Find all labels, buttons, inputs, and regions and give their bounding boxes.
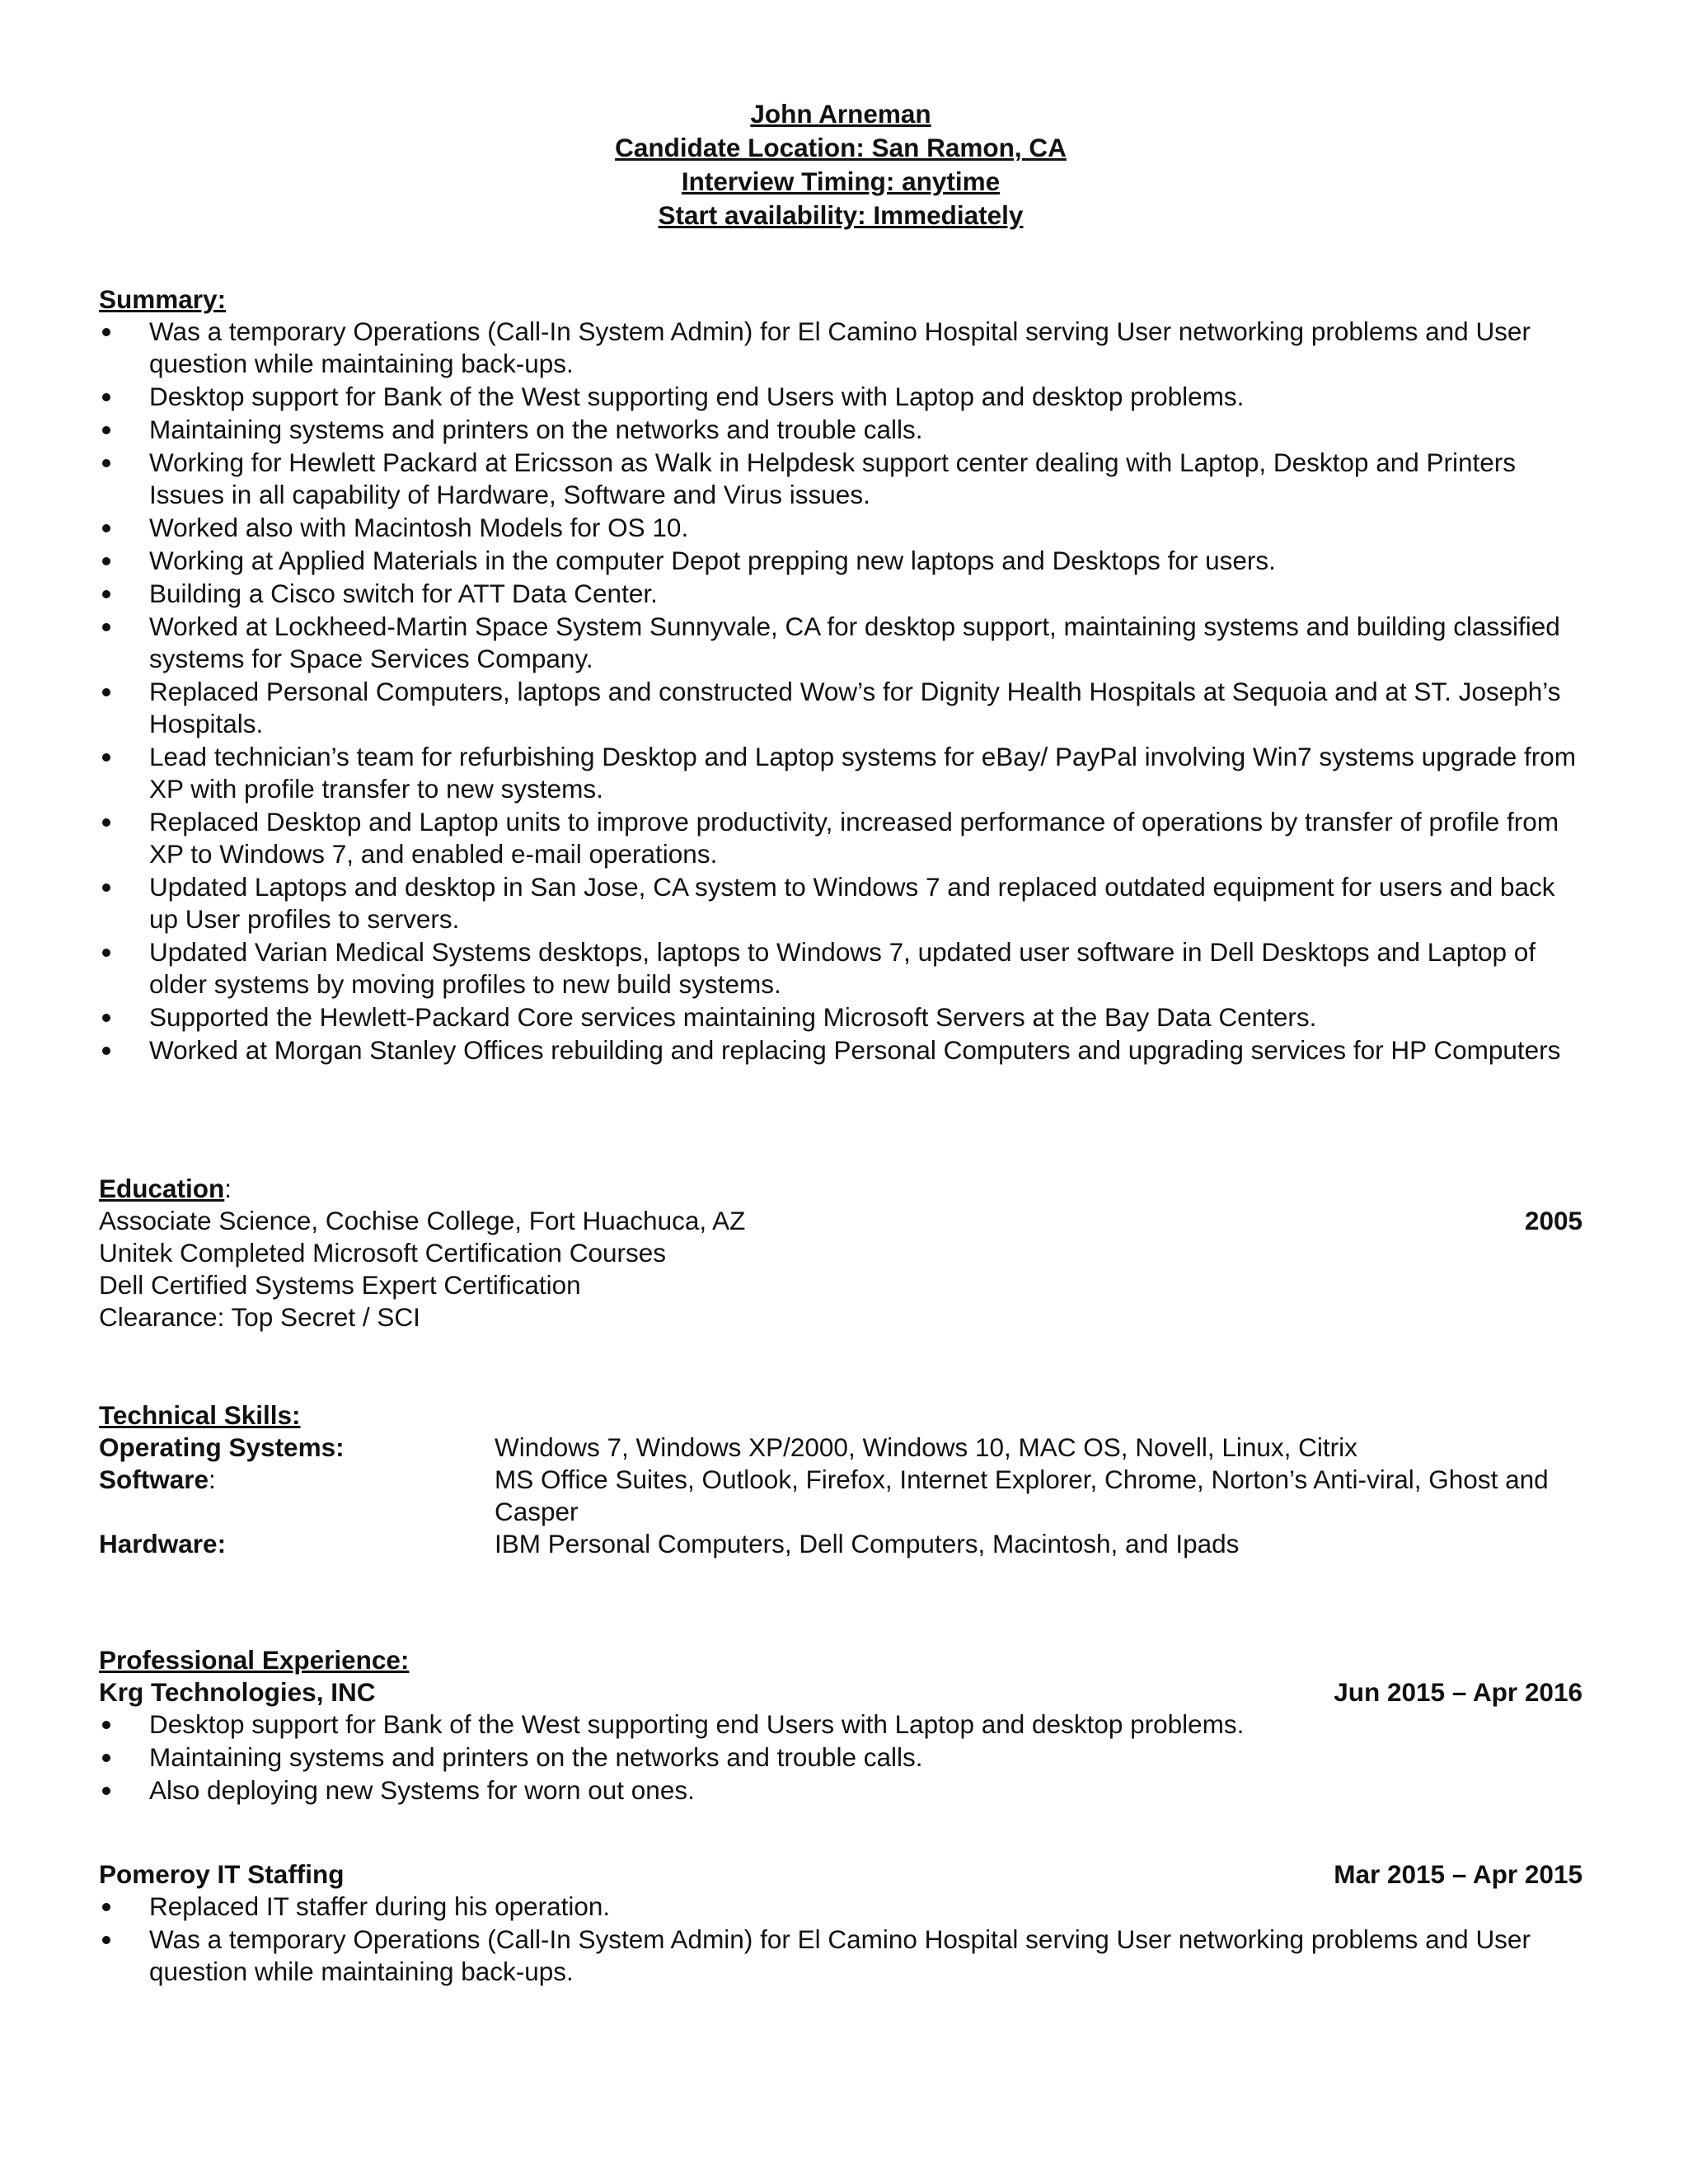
experience-section: [99, 1644, 1582, 1988]
list-item: Replaced Desktop and Laptop units to improve productivity, increased performance of operations by transfer of profile from XP to Windows 7, and enabled e-mail operations.: [99, 806, 1582, 870]
bullet-icon: [102, 328, 110, 336]
resume-page: [99, 97, 1582, 1989]
education-section: [99, 1173, 1582, 1333]
interview-timing: Interview Timing: anytime: [681, 166, 1001, 196]
summary-section: [99, 284, 1582, 1066]
job-company: Krg Technologies, INC: [99, 1677, 376, 1707]
list-item: Was a temporary Operations (Call-In System Admin) for El Camino Hospital serving User networking problems and User question while maintaining back-ups.: [99, 316, 1582, 380]
bullet-icon: [102, 459, 110, 467]
list-item: Desktop support for Bank of the West supporting end Users with Laptop and desktop problems.: [99, 1708, 1582, 1741]
bullet-icon: [102, 1903, 110, 1911]
bullet-icon: [102, 949, 110, 957]
skills-software-colon: :: [209, 1465, 216, 1494]
skills-software-label: Software: [99, 1465, 209, 1494]
job-company: Pomeroy IT Staffing: [99, 1859, 345, 1889]
skills-software-label-wrap: [99, 1464, 495, 1496]
list-item: Also deploying new Systems for worn out ones.: [99, 1774, 1582, 1807]
bullet-icon: [102, 1014, 110, 1022]
job-dates: Jun 2015 – Apr 2016: [1334, 1677, 1582, 1707]
bullet-icon: [102, 1721, 110, 1729]
list-item: Building a Cisco switch for ATT Data Center.: [99, 578, 1582, 610]
list-item: Was a temporary Operations (Call-In System Admin) for El Camino Hospital serving User networking problems and User question while maintaining back-ups.: [99, 1924, 1582, 1988]
start-availability: Start availability: Immediately: [658, 200, 1024, 230]
skills-row-software: [99, 1464, 1582, 1528]
candidate-name: John Arneman: [750, 99, 931, 129]
skills-row-hardware: [99, 1528, 1582, 1560]
job-header: [99, 1676, 1582, 1708]
list-item: Worked at Lockheed-Martin Space System Sunnyvale, CA for desktop support, maintaining systems and building classified systems for Space Services Company.: [99, 611, 1582, 675]
bullet-icon: [102, 557, 110, 565]
education-title: Education: [99, 1174, 225, 1203]
bullet-icon: [102, 1754, 110, 1762]
education-line: Dell Certified Systems Expert Certification: [99, 1270, 581, 1300]
skills-os-label: Operating Systems:: [99, 1432, 345, 1462]
bullet-icon: [102, 818, 110, 827]
list-item: Lead technician’s team for refurbishing Desktop and Laptop systems for eBay/ PayPal involving Win7 systems upgrade from XP with profile transfer to new systems.: [99, 741, 1582, 805]
list-item: Updated Varian Medical Systems desktops, laptops to Windows 7, updated user software in Dell Desktops and Laptop of older systems by moving profiles to new build systems.: [99, 936, 1582, 1001]
bullet-icon: [102, 883, 110, 892]
skills-title: Technical Skills:: [99, 1400, 301, 1430]
list-item: Worked at Morgan Stanley Offices rebuilding and replacing Personal Computers and upgrading services for HP Computers: [99, 1034, 1582, 1066]
bullet-icon: [102, 590, 110, 598]
skills-row-os: [99, 1432, 1582, 1464]
education-degree-row: [99, 1205, 1582, 1237]
list-item: Maintaining systems and printers on the networks and trouble calls.: [99, 1741, 1582, 1774]
bullet-icon: [102, 753, 110, 762]
job-entry: [99, 1858, 1582, 1988]
job-dates: Mar 2015 – Apr 2015: [1334, 1859, 1582, 1889]
education-year: 2005: [1524, 1206, 1582, 1235]
job-header: [99, 1858, 1582, 1891]
list-item: Maintaining systems and printers on the networks and trouble calls.: [99, 414, 1582, 446]
candidate-location: Candidate Location: San Ramon, CA: [615, 133, 1067, 162]
education-degree: Associate Science, Cochise College, Fort Huachuca, AZ: [99, 1206, 746, 1235]
education-colon: :: [224, 1174, 232, 1203]
education-line: Unitek Completed Microsoft Certification Courses: [99, 1238, 667, 1268]
education-heading: [99, 1173, 1582, 1205]
bullet-icon: [102, 1936, 110, 1944]
skills-hardware-label: Hardware:: [99, 1529, 227, 1558]
summary-list: [99, 316, 1582, 1066]
bullet-icon: [102, 623, 110, 631]
resume-header: [99, 97, 1582, 232]
bullet-icon: [102, 426, 110, 434]
skills-hardware-value: IBM Personal Computers, Dell Computers, Macintosh, and Ipads: [495, 1529, 1240, 1558]
bullet-icon: [102, 393, 110, 401]
bullet-icon: [102, 688, 110, 696]
bullet-icon: [102, 1047, 110, 1055]
list-item: Supported the Hewlett-Packard Core services maintaining Microsoft Servers at the Bay Data Centers.: [99, 1001, 1582, 1033]
job-duties-list: [99, 1708, 1582, 1807]
list-item: Working at Applied Materials in the computer Depot prepping new laptops and Desktops for users.: [99, 545, 1582, 577]
bullet-icon: [102, 524, 110, 532]
skills-software-value: MS Office Suites, Outlook, Firefox, Internet Explorer, Chrome, Norton’s Anti-viral, Ghost and Casper: [495, 1465, 1549, 1526]
list-item: Working for Hewlett Packard at Ericsson as Walk in Helpdesk support center dealing with Laptop, Desktop and Printers Issues in all capability of Hardware, Software and Virus issues.: [99, 447, 1582, 511]
list-item: Worked also with Macintosh Models for OS 10.: [99, 512, 1582, 544]
skills-section: [99, 1399, 1582, 1560]
list-item: Updated Laptops and desktop in San Jose, CA system to Windows 7 and replaced outdated equipment for users and back up User profiles to servers.: [99, 871, 1582, 935]
list-item: Replaced IT staffer during his operation.: [99, 1891, 1582, 1923]
bullet-icon: [102, 1787, 110, 1795]
education-clearance: Clearance: Top Secret / SCI: [99, 1302, 420, 1332]
skills-os-value: Windows 7, Windows XP/2000, Windows 10, MAC OS, Novell, Linux, Citrix: [495, 1432, 1357, 1462]
list-item: Desktop support for Bank of the West supporting end Users with Laptop and desktop problems.: [99, 381, 1582, 413]
experience-title: Professional Experience:: [99, 1645, 410, 1675]
job-duties-list: [99, 1891, 1582, 1988]
job-entry: [99, 1676, 1582, 1807]
list-item: Replaced Personal Computers, laptops and constructed Wow’s for Dignity Health Hospitals at Sequoia and at ST. Joseph’s Hospitals.: [99, 676, 1582, 740]
summary-title: Summary:: [99, 284, 227, 314]
